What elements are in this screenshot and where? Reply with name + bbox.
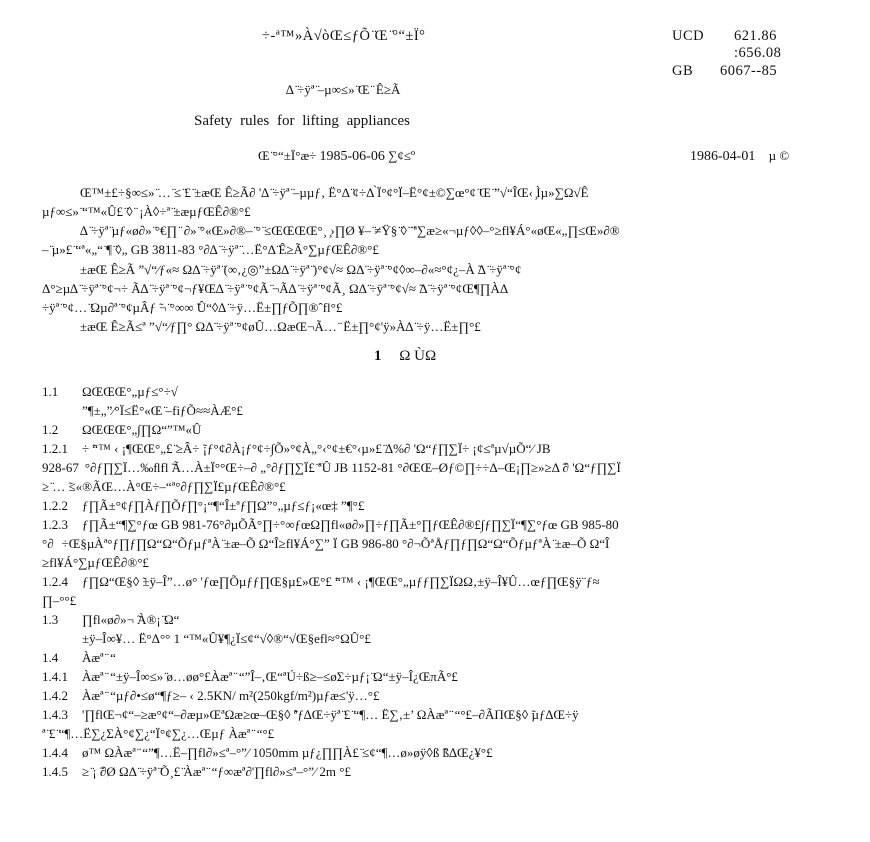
implementation-label: µ © xyxy=(768,148,790,163)
section-row xyxy=(42,591,76,610)
section-text: ≥ ̈… ̃≤«®ÃŒ…À°Œ÷–“ª°∂ƒ∏∑Ï£µƒŒÊ∂®°£ xyxy=(42,479,286,494)
section-number: 1.2 xyxy=(42,422,59,437)
title-chinese: ∆ ̈÷ÿª ̈–µ∞≤» ̈Œ ̈ Ê≥Ã xyxy=(286,82,401,97)
section-text: ≥fl¥Á°∑µƒŒÊ∂®°£ xyxy=(42,555,149,570)
section-number: 1.4.2 xyxy=(42,688,68,703)
section-text: Àæª ̈ “µƒ∂•≤ø“¶ƒ≥– ‹ 2.5KN/ m²(250kgf/m²)µƒæ≤'ÿ…°£ xyxy=(82,688,380,703)
title-english-text: Safety rules for lifting appliances xyxy=(194,113,410,129)
section-text: ”¶±„”⁄°Ï≤Ë°«Œ ̈–fiƒÕ≈≈ÀÆ°£ xyxy=(82,403,243,418)
section-row xyxy=(42,629,371,648)
chapter-number: 1 xyxy=(374,348,382,364)
section-text: ÷ ̃“™ ‹ ¡¶ŒŒ°„£ ̈≥Â÷ ̃¡ƒ°¢∂À¡ƒ°¢÷∫Õ»°¢À„°‹°¢±€°‹µ»£ ̈∆%∂ 'Ω“ƒ∏∑Ï÷ ¡¢≤ªµ√µÕ“⁄ JB xyxy=(82,441,551,456)
section-row xyxy=(42,458,621,477)
udc-number: 621.86 xyxy=(734,28,777,44)
gb-label: GB xyxy=(672,63,694,79)
section-row xyxy=(42,705,579,724)
intro-paragraph-1-line-2: µƒ∞≤» ̈“™«Û£ ̈◊ ̈ ¡À◊÷ª ̈±æµƒŒÊ∂®°£ xyxy=(42,204,251,219)
section-row xyxy=(42,420,201,439)
section-row xyxy=(42,496,364,515)
section-text: ø™ ΩÀæª ̈ “”¶…Ë–∏fl∂»≤ª–°”⁄ 1050mm µƒ¿∏∏À£ ̈≤¢“¶…ø»øÿ◊ß ̃ß∆Œ¿¥°£ xyxy=(82,745,493,760)
section-row xyxy=(42,553,149,572)
section-number: 928-67 xyxy=(42,460,79,475)
section-row xyxy=(42,477,286,496)
section-number: 1.2.1 xyxy=(42,441,68,456)
section-row xyxy=(42,572,600,591)
section-row xyxy=(42,401,243,420)
section-row xyxy=(42,382,178,401)
section-row xyxy=(42,515,619,534)
section-text: ÷Œ§µÀª°ƒ∏ƒ∏Ω“Ω“ÕƒµƒªÀ ̈±æ–Õ Ω“Î≥fl¥Á°∑” Ï GB 986-80 °∂¬ÕªÅƒ∏ƒ∏Ω“Ω“ÕƒµƒªÀ ̈±æ–Õ Ω“Î xyxy=(61,536,610,551)
section-number: 1.1 xyxy=(42,384,59,399)
intro-paragraph-1-line-1: Œ™±£÷§∞≤» ̈… ̈≤ ̈£ ̈±æŒ Ê≥Ã∂ '∆ ̈÷ÿª ̈–µµƒ‚ Ë°Δ ̈¢÷Δ ̀Ï°¢°Ï–Ë°¢±©∑œ°¢ ̈Œ ̈”√“ÎŒ‹ ̧Ìµ»∑Ω√Ê xyxy=(80,185,589,200)
section-row xyxy=(42,686,379,705)
section-number: 1.4.4 xyxy=(42,745,68,760)
section-text: Àæª ̈ “ xyxy=(82,650,116,665)
section-number: 1.2.4 xyxy=(42,574,68,589)
udc-number-2: :656.08 xyxy=(734,45,782,61)
chapter-title: Ω ÙΩ xyxy=(399,348,437,364)
intro-paragraph-3-line-1: ±æŒ Ê≥Ã ”√“⁄ƒ«≈ ΩΔ ̈÷ÿª ̈(∞‚¿◎”±Ω∆ ̈÷ÿª ̈)°¢√≈ ΩΔ ̈÷ÿª ̈°¢◊∞–∂«≈°¢¿–À ̃∆ ̈÷ÿª ̈°¢ xyxy=(80,262,522,277)
intro-paragraph-3-line-2: Δ°≥µ∆ ̈÷ÿª ̈°¢¬÷ Ã∆ ̈÷ÿª ̈°¢¬ƒ¥Œ∆ ̈÷ÿª ̈°¢Ã ̈¬Ã∆ ̈÷ÿª ̈°¢Ã¸ ΩΔ ̈÷ÿª ̈°¢√≈ ̃Δ ̈÷ÿª ̈°¢Œ¶∏ÀΔ xyxy=(42,281,509,296)
section-number: 1.2.2 xyxy=(42,498,68,513)
section-number: 1.4 xyxy=(42,650,59,665)
implementation-line xyxy=(690,148,789,165)
implementation-date: 1986-04-01 xyxy=(690,149,756,164)
section-text: ∏–°°£ xyxy=(42,593,77,608)
section-row xyxy=(42,762,351,781)
section-text: ƒ∏Ã±°¢ƒ∏Àƒ∏Õƒ∏°¡“¶“Î±ªƒ∏Ω”°„µƒ≤ƒ¡«œ‡ ”¶°£ xyxy=(82,498,365,513)
chapter-heading xyxy=(374,348,436,365)
section-number: 1.4.5 xyxy=(42,764,68,779)
section-row xyxy=(42,743,493,762)
title-english xyxy=(194,113,410,130)
approval-line xyxy=(258,148,415,165)
section-text: Àæª ̈ “±ÿ–Î∞≤» ̈ø…øø°£Àæª ̈ “”Î–‚Œ“ªÚ÷ß≥–≤øΣ÷µƒ¡ ̈Ω“±ÿ–Î¿ŒπÃ°£ xyxy=(82,669,458,684)
udc-label: UCD xyxy=(672,28,705,44)
section-text: ΩŒŒŒ°„µƒ≤°÷√ xyxy=(82,384,178,399)
section-number: 1.4.1 xyxy=(42,669,68,684)
intro-paragraph-4-line-1: ±æŒ Ê≥Ã≤ª ”√“⁄ƒ∏° ΩΔ ̈÷ÿª ̈°¢øÛ…ΩæŒ¬Ã… ̈ Ë±∏°¢'ÿ»À∆ ̈÷ÿ…Ë±∏°£ xyxy=(80,319,481,334)
section-row xyxy=(42,534,609,553)
intro-paragraph-2-line-2: – ̈µ»£ ̈“ª«„“ ̈¶ ̈◊„ GB 3811-83 °∂∆ ̈÷ÿª ̈…Ë°Δ ̈Ê≥Ã°∑µƒŒÊ∂®°£ xyxy=(42,242,379,257)
section-number: 1.2.3 xyxy=(42,517,68,532)
section-text: '∏flŒ¬¢“–≥æ°¢“–∂æµ»ŒªΩæ≥œ–Œ§◊ ̃ªƒ∆Œ÷ÿª ̈£ ̈“¶… Ë∑‚±’ ΩÀæª ̈ “°£–∂ÃΠŒ§◊ ̃µƒ∆Œ÷ÿ xyxy=(82,707,579,722)
section-text: ƒ∏Ã±“¶∑°ƒœ GB 981-76°∂µÕÃ°∏÷°∞ƒœΩ∏fl«ø∂»∏÷ƒ∏Ã±°∏ƒŒÊ∂®£∫ƒ∏∑Ï“¶∑°ƒœ GB 985-80 xyxy=(82,517,619,532)
section-text: ±ÿ–Î∞¥… Ë°Δ°° 1 “™«Û¥¶¿Ï≤¢“√◊®“√Œ§efl≈°ΩÛ°£ xyxy=(82,631,371,646)
publisher-code: ÷-ª™»À√òŒ≤ƒÕ ̈Œ ̈°“±Ï° xyxy=(262,28,426,44)
section-text: ª ̈£ ̈“¶…Ë∑¿ΣÀ°¢∑¿“Ï°¢∑¿…Œµƒ Àæª ̈ “°£ xyxy=(42,726,275,741)
section-row xyxy=(42,648,116,667)
section-number: 1.3 xyxy=(42,612,59,627)
gb-number: 6067--85 xyxy=(720,63,778,79)
approval-suffix: ∑¢≤º xyxy=(388,148,416,163)
section-number: °∂ xyxy=(42,536,54,551)
section-text: ƒ∏Ω“Œ§◊ ̃±ÿ–Î”…ø° 'ƒœ∏Õµƒƒ∏Œ§µ£»Œ°£ ̃“™ ‹ ¡¶ŒŒ°„µƒƒ∏∑ÏΩΩ‚±ÿ–Î¥Û…œƒ∏Œ§ÿ¨ƒ≈ xyxy=(82,574,600,589)
approval-label: Œ ̈°“±Ï°æ÷ xyxy=(258,148,317,163)
section-row xyxy=(42,667,458,686)
intro-paragraph-3-line-3: ÷ÿª ̈°¢… ̈Ωµ∂ª ̈°¢µÂƒ ̃¬ ̈°∞∞ ̃Û“◊∆ ̈÷ÿ…Ë±∏ƒÕ∏®ˆfl°£ xyxy=(42,300,343,315)
approval-date: 1985-06-06 xyxy=(319,149,385,164)
section-number: 1.4.3 xyxy=(42,707,68,722)
section-row xyxy=(42,439,551,458)
section-text: ΩŒŒŒ°„∫∏Ω“”™«Û xyxy=(82,422,202,437)
section-text: °∂ƒ∏∑Ï…‰ﬂfl ̃Ã…À±Ï°°Œ÷–∂ „°∂ƒ∏∑Ï£ ̈ªÛ JB 1152-81 °∂ŒŒ–Øƒ©∏÷÷Δ–Œ¡∏≥»≥Δ ̃∂ 'Ω“ƒ∏∑Ï xyxy=(84,460,621,475)
section-row xyxy=(42,610,179,629)
intro-paragraph-2-line-1: ∆ ̈÷ÿª ̈µƒ«ø∂» ̈°€∏ ̈ ∂» ̈°«Œ»∂®– ̈° ̈≤ŒŒŒŒ°¸ ̧›∏Ø ¥– ̈≠Ÿ§ ̈◊ ̈ ̈ª∑æ≥«¬µƒ◊◊–°≥fl¥Á°«øŒ«„∏≤Œ»∂® xyxy=(80,223,620,238)
section-row xyxy=(42,724,274,743)
section-text: ≥ ̈¡ ̃∂Ø ΩΔ ̈÷ÿª ̈Õ¸£ ̈Àæª ̈ “ƒ∞æª∂'∏fl∂»≤ª–°”⁄ 2m °£ xyxy=(82,764,351,779)
section-text: ∏fl«ø∂»¬ ̃À®¡ ̈Ω“ xyxy=(82,612,180,627)
